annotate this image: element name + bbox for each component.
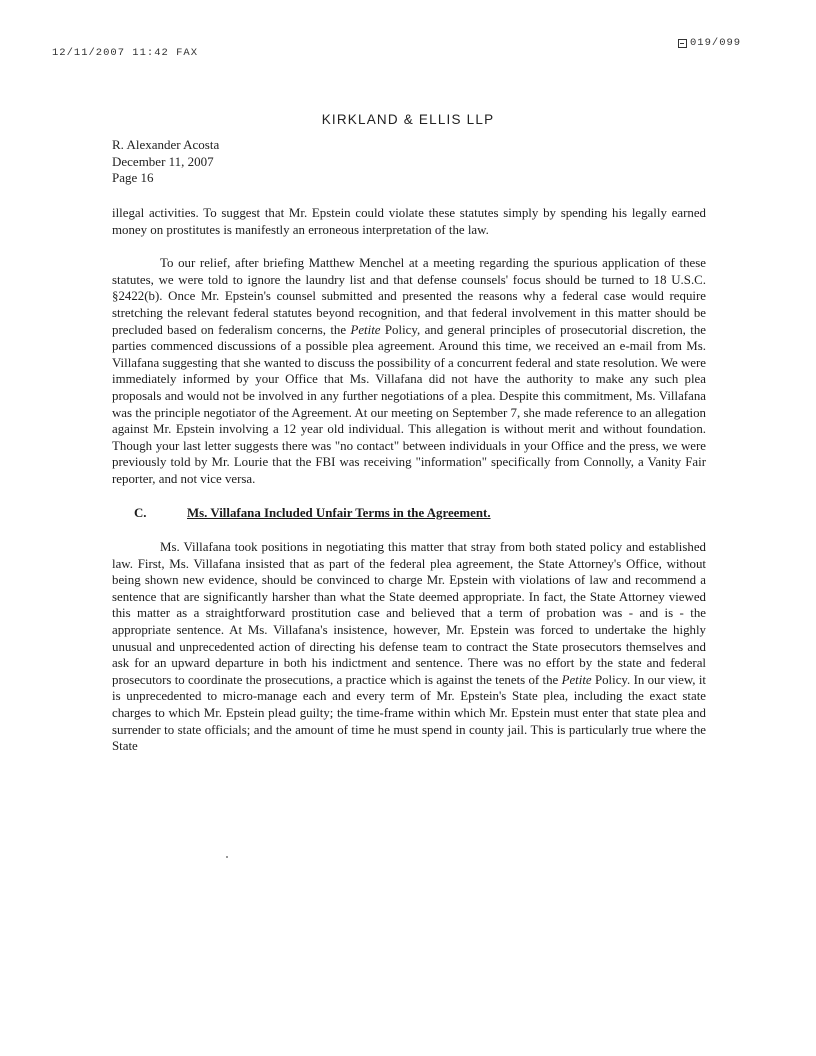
section-letter: C. <box>134 505 147 520</box>
section-heading <box>112 505 706 522</box>
body-paragraph-1: illegal activities. To suggest that Mr. Epstein could violate these statutes simply by spending his legally earned money on prostitutes is manifestly an erroneous interpretation of the law. <box>112 206 706 237</box>
paragraph-3-text-b: Policy. In our view, it is unprecedented to micro-manage each and every term of Mr. Epstein's State plea, including the exact state charges to which Mr. Epstein plead guilty; the time-frame within which Mr. Epstein must enter that state plea and surrender to state officials; and the amount of time he must spend in county jail. This is particularly true where the State <box>112 672 706 754</box>
fax-page-counter <box>678 37 741 49</box>
petite-policy-term: Petite <box>350 322 381 337</box>
petite-policy-term: Petite <box>561 672 592 687</box>
addressee-name: R. Alexander Acosta <box>112 137 220 152</box>
fax-page-number: 019/099 <box>690 37 742 49</box>
paragraph-2-text-b: Policy, and general principles of prosecutorial discretion, the parties commenced discussions of a possible plea agreement. Around this time, we received an e-mail from Ms. Villafana suggesting that she wanted to discuss the possibility of a concurrent federal and state resolution. We were immediately informed by your Office that Ms. Villafana did not have the authority to make any such plea proposals and would not be involved in any further negotiations of a plea. Despite this commitment, Ms. Villafana was the principle negotiator of the Agreement. At our meeting on September 7, she made reference to an allegation against Mr. Epstein involving a 12 year old individual. This allegation is without merit and without foundation. Though your last letter suggests there was "no contact" between individuals in your Office and the press, we were previously told by Mr. Lourie that the FBI was receiving "information" specifically from Connolly, a Vanity Fair reporter, and not vice versa. <box>112 322 706 486</box>
paragraph-2-text-a: To our relief, after briefing Matthew Menchel at a meeting regarding the spurious application of these statutes, we were told to ignore the laundry list and that defense counsels' focus should be turned to 18 U.S.C. §2422(b). Once Mr. Epstein's counsel submitted and presented the reasons why a federal case would require stretching the relevant federal statutes beyond recognition, and that federal involvement in this matter should be precluded based on federalism concerns, the <box>112 256 706 337</box>
fax-page-icon <box>678 39 687 48</box>
body-paragraph-3 <box>112 539 706 755</box>
scan-speck <box>226 856 228 858</box>
body-paragraph-2 <box>112 255 706 487</box>
letter-date: December 11, 2007 <box>112 153 214 169</box>
paragraph-3-text-a: Ms. Villafana took positions in negotiating this matter that stray from both stated policy and established law. First, Ms. Villafana insisted that as part of the federal plea agreement, the State Attorney's Office, without being shown new evidence, should be convinced to charge Mr. Epstein with violations of law and recommend a sentence that are significantly harsher than what the State deemed appropriate. In fact, the State Attorney viewed this matter as a straightforward prostitution case and believed that a term of probation was - and is - the appropriate sentence. At Ms. Villafana's insistence, however, Mr. Epstein was forced to undertake the highly unusual and unprecedented action of directing his defense team to contract the State prosecutors themselves and ask for an upward departure in both his indictment and sentence. There was no effort by the state and federal prosecutors to coordinate the prosecutions, a practice which is against the tenets of the <box>112 540 706 687</box>
fax-timestamp: 12/11/2007 11:42 FAX <box>52 47 199 59</box>
page-number: Page 16 <box>112 170 154 185</box>
addressee-block <box>112 137 219 187</box>
letterhead-firm-name: KIRKLAND & ELLIS LLP <box>321 112 495 127</box>
section-title: Ms. Villafana Included Unfair Terms in the Agreement. <box>187 505 491 520</box>
letter-body <box>112 205 706 772</box>
